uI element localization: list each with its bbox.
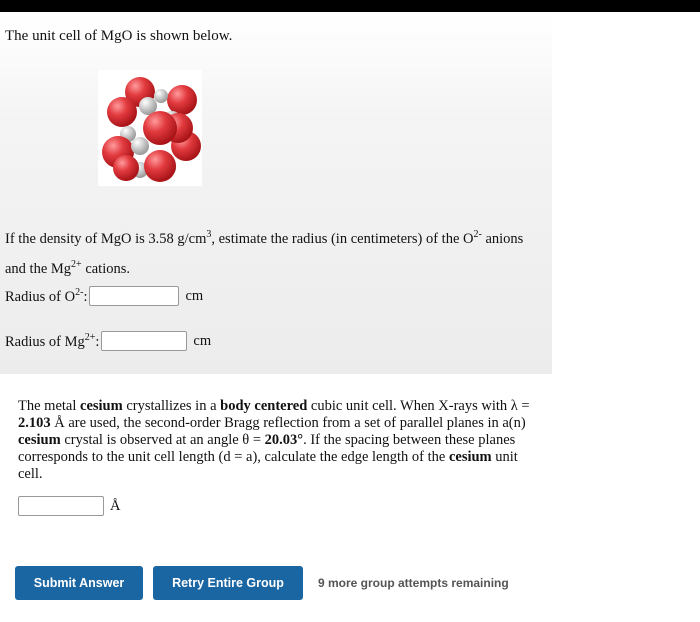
submit-answer-button[interactable]: Submit Answer xyxy=(15,566,143,600)
mgo-unit-cell-image xyxy=(98,70,202,186)
radius-o-row xyxy=(5,286,203,306)
question1-panel xyxy=(0,14,552,374)
question1-text: If the density of MgO is 3.58 $g/cm^3$, estimate the radius (in centimeters) of the $O^{2-}$ anions and the $Mg^{2+}$ cations. xyxy=(5,229,524,277)
radius-mg-label: Radius of $Mg^{2+}$: xyxy=(5,331,100,350)
radius-o-unit: cm xyxy=(185,287,204,304)
radius-mg-unit: cm xyxy=(193,332,212,349)
radius-mg-row xyxy=(5,331,211,351)
attempts-remaining-text: 9 more group attempts remaining xyxy=(318,576,509,590)
question2-text: The metal cesium crystallizes in a body centered cubic unit cell. When X-rays with λ = 2.103 Å are used, the second-order Bragg reflection from a set of parallel planes in a(n) cesium crystal is observed at an angle θ = 20.03°. If the spacing between these planes corresponds to the unit cell length (d = a), calculate the edge length of the cesium unit cell. xyxy=(18,398,530,482)
top-bar xyxy=(0,0,700,12)
radius-mg-input[interactable] xyxy=(101,331,187,351)
edge-length-input[interactable] xyxy=(18,496,104,516)
retry-group-button[interactable]: Retry Entire Group xyxy=(153,566,303,600)
edge-length-row xyxy=(18,496,120,516)
question1-intro: The unit cell of MgO is shown below. xyxy=(5,28,233,44)
radius-o-input[interactable] xyxy=(89,286,179,306)
radius-o-label: Radius of $O^{2-}$: xyxy=(5,286,88,305)
edge-length-unit: Å xyxy=(110,497,121,514)
